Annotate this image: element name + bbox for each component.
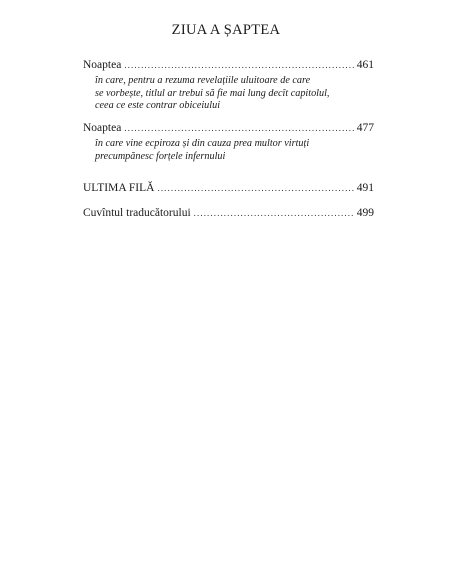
- toc-entry: [83, 181, 374, 195]
- description-line: în care vine ecpiroza și din cauza prea multor virtuți: [95, 138, 310, 149]
- toc-entry-description: [95, 75, 374, 113]
- toc-page-number: 491: [356, 182, 374, 194]
- toc-entry: [83, 206, 374, 220]
- dot-leader: [194, 206, 354, 220]
- toc-entry-line: [83, 58, 374, 72]
- toc-entry-title: Noaptea: [83, 122, 122, 134]
- toc-entry-title: ULTIMA FILĂ: [83, 182, 155, 194]
- description-line: se vorbește, titlul ar trebui să fie mai lung decît capitolul,: [95, 87, 330, 99]
- toc-entry: [83, 121, 374, 163]
- dot-leader: [124, 58, 353, 72]
- toc-entry-line: [83, 181, 374, 195]
- toc-entry-title: Noaptea: [83, 59, 122, 71]
- description-line: în care, pentru a rezuma revelațiile uluitoare de care: [95, 75, 311, 86]
- description-line: ceea ce este contrar obiceiului: [95, 100, 221, 112]
- dot-leader: [124, 121, 353, 135]
- section-heading: ZIUA A ȘAPTEA: [171, 22, 281, 38]
- description-line: precumpănesc forțele infernului: [95, 150, 226, 162]
- toc-entry-title: Cuvîntul traducătorului: [83, 207, 191, 219]
- toc-page-number: 461: [356, 59, 374, 71]
- toc-entry-line: [83, 121, 374, 135]
- dot-leader: [157, 181, 353, 195]
- toc-page-number: 477: [356, 122, 374, 134]
- toc-entry-line: [83, 206, 374, 220]
- toc-page-number: 499: [356, 207, 374, 219]
- toc-entry: [83, 58, 374, 113]
- toc-entry-description: [95, 138, 374, 163]
